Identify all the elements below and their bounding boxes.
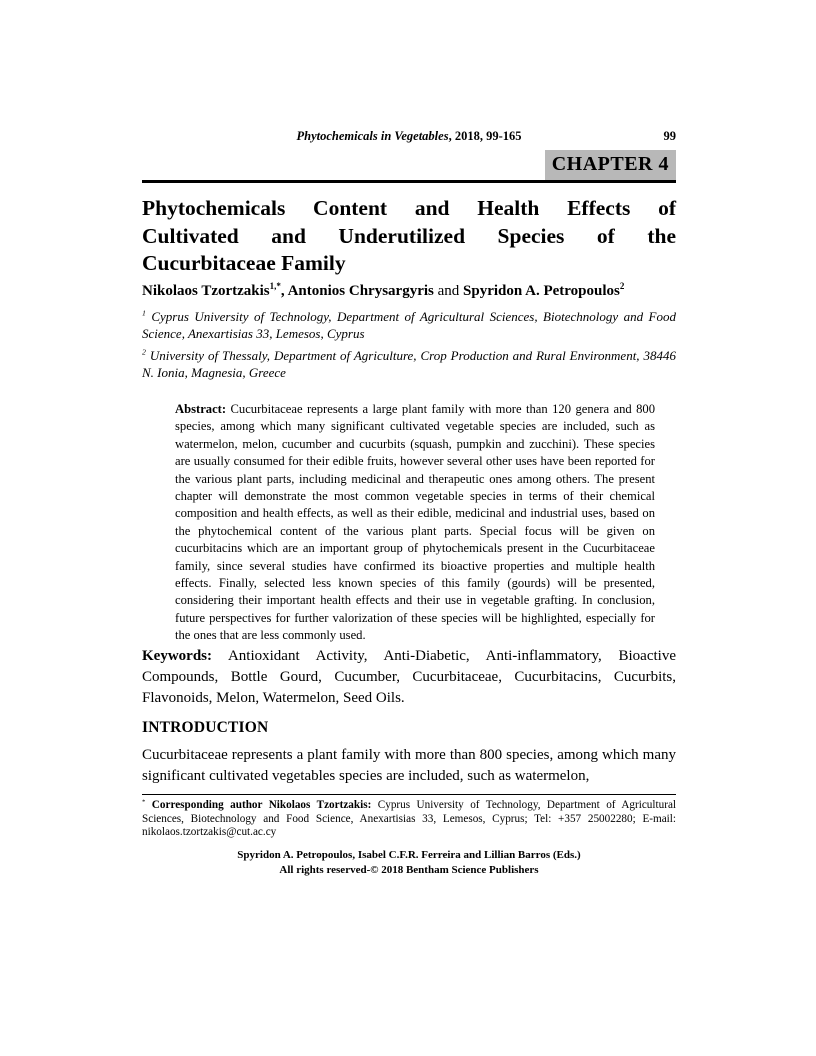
author-byline: [142, 283, 676, 300]
chapter-title: [142, 195, 676, 278]
author-name: Antonios Chrysargyris: [287, 283, 434, 299]
affiliation-marker: 2: [142, 347, 146, 357]
chapter-badge: CHAPTER 4: [545, 150, 676, 180]
author-connector: and: [433, 283, 464, 299]
footnote-label: Corresponding author Nikolaos Tzortzakis:: [145, 799, 372, 811]
author-separator: ,: [280, 283, 288, 299]
page-number: 99: [663, 129, 676, 143]
footnote-marker: *: [142, 798, 146, 806]
affiliations: [142, 308, 676, 385]
header-rule: [142, 180, 676, 183]
footer-rights: All rights reserved-© 2018 Bentham Science Publishers: [279, 863, 539, 876]
affiliation-text: Cyprus University of Technology, Department of Agricultural Sciences, Biotechnology and Food Science, Anexartisias 33, Lemesos, Cyprus: [142, 309, 676, 342]
intro-paragraph: Cucurbitaceae represents a plant family with more than 800 species, among which many significant cultivated vegetables species are included, such as watermelon,: [142, 747, 676, 784]
author-superscript: 2: [619, 281, 625, 291]
author-superscript: 1,*: [269, 281, 281, 291]
keywords-block: [142, 646, 676, 709]
title-line: Cucurbitaceae Family: [142, 251, 346, 275]
affiliation: [142, 308, 676, 343]
title-line: Phytochemicals Content and Health Effects of: [142, 196, 676, 220]
affiliation-marker: 1: [142, 308, 146, 318]
affiliation: [142, 347, 676, 382]
abstract-label: Abstract:: [175, 402, 227, 416]
title-line: Cultivated and Underutilized Species of the: [142, 223, 676, 248]
running-head: [142, 129, 676, 144]
running-head-journal: Phytochemicals in Vegetables: [296, 129, 449, 143]
running-head-citation: , 2018, 99-165: [448, 129, 522, 143]
abstract-text: Cucurbitaceae represents a large plant family with more than 120 genera and 800 species, among which many significant cultivated vegetable species are included, such as watermelon, melon, cucumber and cucurbits (squash, pumpkin and zucchini). These species are usually consumed for their edible fruits, however several other uses have been reported for the various plant parts, including medicinal and therapeutic ones among others. The present chapter will demonstrate the most common vegetable species in terms of their chemical composition and health effects, as well as their edible, medicinal and industrial uses, based on the phytochemical content of the various plant parts. Special focus will be given on cucurbitacins which are an important group of phytochemicals present in the Cucurbitaceae family, since several studies have confirmed its bioactive properties and multiple health effects. Finally, selected less known species of this family (gourds) will be presented, considering their important health effects and their use in vegetable grafting. In conclusion, future perspectives for further valorization of these species will be highlighted, especially for the ones that are less commonly used.: [175, 402, 655, 643]
affiliation-text: University of Thessaly, Department of Agriculture, Crop Production and Rural Environment, 38446 N. Ionia, Magnesia, Greece: [142, 347, 676, 380]
section-heading-introduction: INTRODUCTION: [142, 719, 269, 736]
author-name: Nikolaos Tzortzakis: [142, 283, 270, 299]
footnote-text: Cyprus University of Technology, Department of Agricultural Sciences, Biotechnology and Food Science, Anexartisias 33, Lemesos, Cyprus; Tel: +357 25002280; E-mail: nikolaos.tzortzakis@cut.ac.cy: [142, 799, 677, 838]
author-name: Spyridon A. Petropoulos: [463, 283, 620, 299]
footer-editors: Spyridon A. Petropoulos, Isabel C.F.R. Ferreira and Lillian Barros (Eds.): [237, 849, 581, 861]
page-footer: [142, 848, 676, 877]
keywords-label: Keywords:: [142, 648, 212, 664]
keywords-text: Antioxidant Activity, Anti-Diabetic, Anti-inflammatory, Bioactive Compounds, Bottle Gourd, Cucumber, Cucurbitaceae, Cucurbitacins, Cucurbits, Flavonoids, Melon, Watermelon, Seed Oils.: [142, 648, 676, 706]
footnote: [142, 794, 676, 840]
abstract-block: [175, 401, 655, 645]
